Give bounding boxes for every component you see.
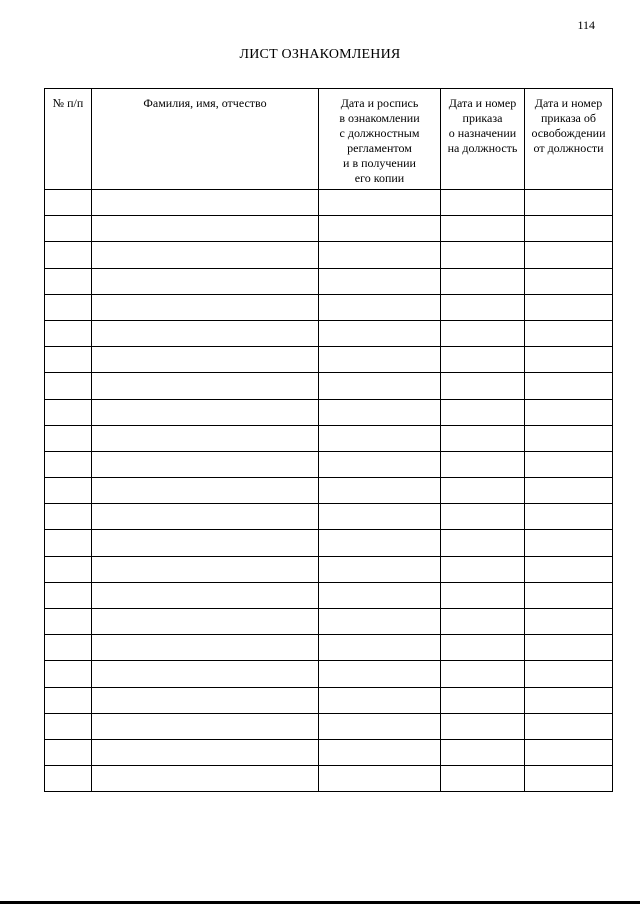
cell-number — [45, 739, 92, 765]
cell-appointment-order — [441, 242, 525, 268]
cell-dismissal-order — [525, 451, 613, 477]
cell-appointment-order — [441, 294, 525, 320]
cell-full-name — [92, 766, 319, 792]
cell-appointment-order — [441, 373, 525, 399]
cell-dismissal-order — [525, 609, 613, 635]
table-row — [45, 216, 613, 242]
cell-full-name — [92, 216, 319, 242]
cell-dismissal-order — [525, 373, 613, 399]
cell-full-name — [92, 739, 319, 765]
cell-full-name — [92, 347, 319, 373]
cell-number — [45, 766, 92, 792]
cell-full-name — [92, 530, 319, 556]
page-number: 114 — [577, 18, 595, 32]
cell-dismissal-order — [525, 766, 613, 792]
document-title: ЛИСТ ОЗНАКОМЛЕНИЯ — [239, 47, 401, 62]
cell-number — [45, 399, 92, 425]
cell-acknowledgment — [319, 556, 441, 582]
cell-acknowledgment — [319, 294, 441, 320]
cell-dismissal-order — [525, 635, 613, 661]
cell-acknowledgment — [319, 190, 441, 216]
cell-number — [45, 242, 92, 268]
table-row — [45, 294, 613, 320]
cell-appointment-order — [441, 556, 525, 582]
cell-appointment-order — [441, 347, 525, 373]
cell-number — [45, 635, 92, 661]
cell-full-name — [92, 713, 319, 739]
column-header-full-name: Фамилия, имя, отчество — [92, 89, 319, 190]
column-header-dismissal-order: Дата и номер приказа об освобождении от должности — [525, 89, 613, 190]
cell-number — [45, 687, 92, 713]
table-row — [45, 268, 613, 294]
cell-number — [45, 713, 92, 739]
cell-dismissal-order — [525, 530, 613, 556]
table-row — [45, 582, 613, 608]
cell-acknowledgment — [319, 713, 441, 739]
cell-appointment-order — [441, 687, 525, 713]
cell-appointment-order — [441, 268, 525, 294]
table-row — [45, 347, 613, 373]
cell-number — [45, 294, 92, 320]
cell-full-name — [92, 687, 319, 713]
table-row — [45, 766, 613, 792]
column-header-appointment-order: Дата и номер приказа о назначении на должность — [441, 89, 525, 190]
table-row — [45, 739, 613, 765]
cell-dismissal-order — [525, 268, 613, 294]
cell-number — [45, 582, 92, 608]
cell-appointment-order — [441, 425, 525, 451]
cell-appointment-order — [441, 582, 525, 608]
table-header-row — [45, 89, 613, 190]
cell-number — [45, 190, 92, 216]
cell-dismissal-order — [525, 713, 613, 739]
cell-full-name — [92, 399, 319, 425]
cell-acknowledgment — [319, 530, 441, 556]
table-row — [45, 661, 613, 687]
cell-number — [45, 425, 92, 451]
cell-number — [45, 478, 92, 504]
cell-number — [45, 609, 92, 635]
cell-full-name — [92, 504, 319, 530]
cell-appointment-order — [441, 478, 525, 504]
cell-appointment-order — [441, 190, 525, 216]
cell-dismissal-order — [525, 190, 613, 216]
table-row — [45, 242, 613, 268]
cell-appointment-order — [441, 399, 525, 425]
cell-acknowledgment — [319, 739, 441, 765]
cell-appointment-order — [441, 661, 525, 687]
cell-acknowledgment — [319, 347, 441, 373]
cell-full-name — [92, 268, 319, 294]
cell-acknowledgment — [319, 320, 441, 346]
table-row — [45, 609, 613, 635]
cell-dismissal-order — [525, 294, 613, 320]
cell-dismissal-order — [525, 504, 613, 530]
cell-acknowledgment — [319, 609, 441, 635]
cell-appointment-order — [441, 451, 525, 477]
table-row — [45, 399, 613, 425]
cell-dismissal-order — [525, 661, 613, 687]
table-row — [45, 635, 613, 661]
cell-dismissal-order — [525, 739, 613, 765]
cell-dismissal-order — [525, 425, 613, 451]
cell-acknowledgment — [319, 635, 441, 661]
table-row — [45, 478, 613, 504]
table-row — [45, 687, 613, 713]
cell-acknowledgment — [319, 399, 441, 425]
cell-dismissal-order — [525, 320, 613, 346]
cell-full-name — [92, 478, 319, 504]
table-row — [45, 713, 613, 739]
cell-appointment-order — [441, 739, 525, 765]
page-bottom-rule — [0, 901, 640, 904]
cell-acknowledgment — [319, 687, 441, 713]
cell-number — [45, 661, 92, 687]
cell-appointment-order — [441, 216, 525, 242]
cell-acknowledgment — [319, 268, 441, 294]
cell-full-name — [92, 320, 319, 346]
cell-full-name — [92, 242, 319, 268]
cell-appointment-order — [441, 504, 525, 530]
cell-appointment-order — [441, 713, 525, 739]
cell-appointment-order — [441, 609, 525, 635]
cell-number — [45, 216, 92, 242]
cell-acknowledgment — [319, 766, 441, 792]
cell-dismissal-order — [525, 242, 613, 268]
cell-number — [45, 530, 92, 556]
cell-appointment-order — [441, 635, 525, 661]
cell-acknowledgment — [319, 661, 441, 687]
cell-appointment-order — [441, 766, 525, 792]
cell-acknowledgment — [319, 373, 441, 399]
cell-dismissal-order — [525, 347, 613, 373]
column-header-acknowledgment-date-signature: Дата и роспись в ознакомлении с должностным регламентом и в получении его копии — [319, 89, 441, 190]
cell-full-name — [92, 582, 319, 608]
table-row — [45, 556, 613, 582]
cell-dismissal-order — [525, 556, 613, 582]
cell-number — [45, 451, 92, 477]
cell-dismissal-order — [525, 582, 613, 608]
cell-number — [45, 268, 92, 294]
cell-full-name — [92, 425, 319, 451]
cell-number — [45, 504, 92, 530]
cell-number — [45, 347, 92, 373]
cell-full-name — [92, 635, 319, 661]
cell-full-name — [92, 373, 319, 399]
table-row — [45, 425, 613, 451]
cell-number — [45, 373, 92, 399]
cell-full-name — [92, 451, 319, 477]
cell-dismissal-order — [525, 687, 613, 713]
cell-dismissal-order — [525, 399, 613, 425]
table-row — [45, 320, 613, 346]
cell-acknowledgment — [319, 242, 441, 268]
cell-acknowledgment — [319, 216, 441, 242]
cell-full-name — [92, 556, 319, 582]
column-header-number: № п/п — [45, 89, 92, 190]
table-row — [45, 190, 613, 216]
cell-full-name — [92, 190, 319, 216]
cell-acknowledgment — [319, 582, 441, 608]
table-body — [45, 190, 613, 792]
table-row — [45, 451, 613, 477]
table-row — [45, 504, 613, 530]
cell-acknowledgment — [319, 478, 441, 504]
cell-acknowledgment — [319, 425, 441, 451]
cell-appointment-order — [441, 320, 525, 346]
cell-dismissal-order — [525, 216, 613, 242]
cell-acknowledgment — [319, 451, 441, 477]
table-row — [45, 530, 613, 556]
cell-number — [45, 320, 92, 346]
cell-full-name — [92, 294, 319, 320]
table-row — [45, 373, 613, 399]
cell-number — [45, 556, 92, 582]
cell-full-name — [92, 609, 319, 635]
cell-appointment-order — [441, 530, 525, 556]
cell-acknowledgment — [319, 504, 441, 530]
acknowledgment-table — [44, 88, 613, 792]
cell-full-name — [92, 661, 319, 687]
cell-dismissal-order — [525, 478, 613, 504]
